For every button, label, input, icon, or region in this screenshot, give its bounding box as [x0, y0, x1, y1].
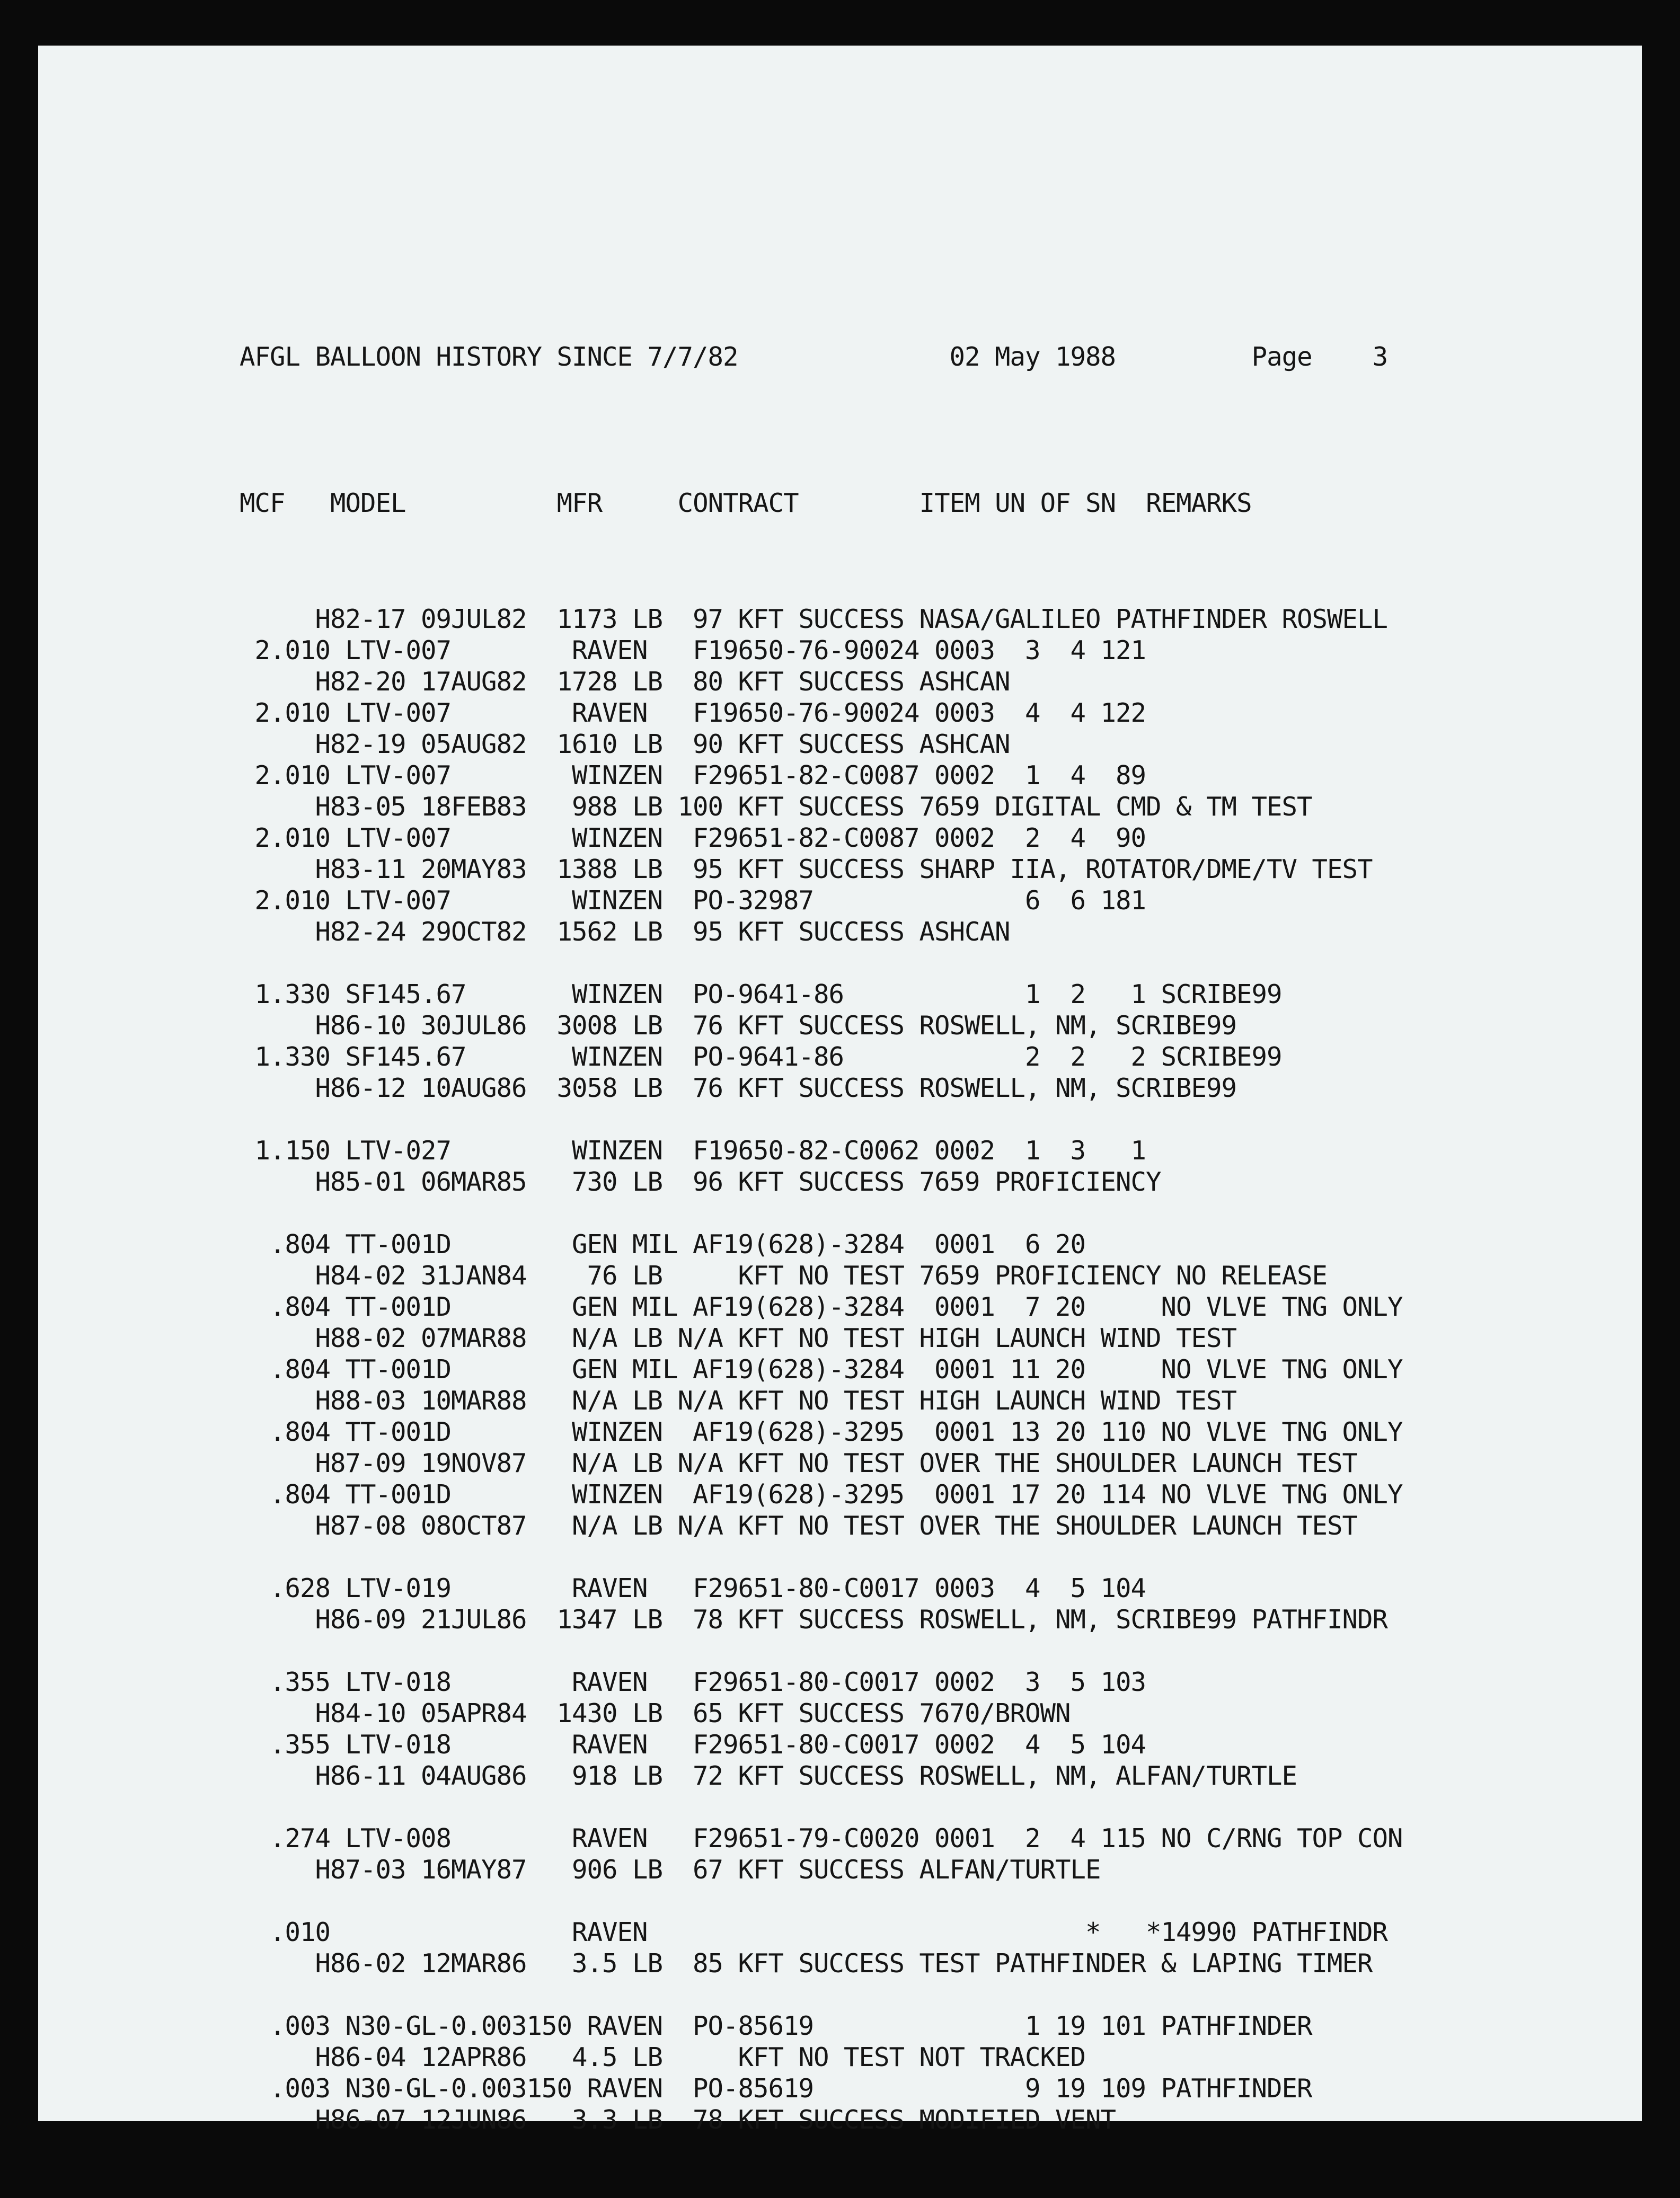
record-balloon-line: 2.010 LTV-007 WINZEN PO-32987 6 6 181: [240, 885, 1146, 916]
report-title: AFGL BALLOON HISTORY SINCE 7/7/82: [240, 342, 738, 372]
record-flight-line: H84-10 05APR84 1430 LB 65 KFT SUCCESS 7670/BROWN: [240, 1698, 1071, 1729]
page-label: Page: [1251, 342, 1312, 372]
record-flight-line: H86-02 12MAR86 3.5 LB 85 KFT SUCCESS TEST PATHFINDER & LAPING TIMER: [240, 1948, 1373, 1979]
record-balloon-line: .355 LTV-018 RAVEN F29651-80-C0017 0002 3 5 103: [240, 1667, 1146, 1697]
record-flight-line: H82-20 17AUG82 1728 LB 80 KFT SUCCESS ASHCAN: [240, 667, 1010, 697]
balloon-record: [240, 885, 1403, 947]
record-flight-line: H87-03 16MAY87 906 LB 67 KFT SUCCESS ALFAN/TURTLE: [240, 1855, 1101, 1885]
record-flight-line: H87-09 19NOV87 N/A LB N/A KFT NO TEST OVER THE SHOULDER LAUNCH TEST: [240, 1448, 1358, 1478]
record-balloon-line: 2.010 LTV-007 RAVEN F19650-76-90024 0003 3 4 121: [240, 635, 1146, 666]
record-balloon-line: .003 N30-GL-0.003150 RAVEN PO-85619 9 19 109 PATHFINDER: [240, 2073, 1312, 2104]
record-flight-line: H84-02 31JAN84 76 LB KFT NO TEST 7659 PROFICIENCY NO RELEASE: [240, 1261, 1328, 1291]
report-body: [240, 279, 1403, 2198]
balloon-record: [240, 1416, 1403, 1479]
record-balloon-line: .804 TT-001D GEN MIL AF19(628)-3284 0001 6 20: [240, 1229, 1086, 1260]
col-model: MODEL: [330, 488, 406, 518]
group-spacer: [240, 1104, 1403, 1135]
balloon-record: [240, 697, 1403, 760]
group-spacer: [240, 1792, 1403, 1823]
record-balloon-line: 2.010 LTV-007 WINZEN F29651-82-C0087 0002 2 4 90: [240, 823, 1146, 853]
balloon-record: [240, 1041, 1403, 1104]
col-contract: CONTRACT: [677, 488, 799, 518]
balloon-record: [240, 1729, 1403, 1792]
group-spacer: [240, 1198, 1403, 1229]
balloon-record: [240, 2073, 1403, 2135]
record-flight-line: H87-08 08OCT87 N/A LB N/A KFT NO TEST OVER THE SHOULDER LAUNCH TEST: [240, 1511, 1358, 1541]
balloon-record: [240, 1823, 1403, 1885]
record-flight-line: H88-03 10MAR88 N/A LB N/A KFT NO TEST HIGH LAUNCH WIND TEST: [240, 1386, 1237, 1416]
balloon-record: [240, 1135, 1403, 1198]
col-mfr: MFR: [556, 488, 603, 518]
records-list: [240, 604, 1403, 2135]
balloon-record: [240, 635, 1403, 697]
record-flight-line: H86-11 04AUG86 918 LB 72 KFT SUCCESS ROSWELL, NM, ALFAN/TURTLE: [240, 1761, 1297, 1791]
col-mcf: MCF: [240, 488, 285, 518]
balloon-record: [240, 604, 1403, 635]
record-balloon-line: .628 LTV-019 RAVEN F29651-80-C0017 0003 4 5 104: [240, 1573, 1146, 1603]
record-flight-line: H83-05 18FEB83 988 LB 100 KFT SUCCESS 7659 DIGITAL CMD & TM TEST: [240, 792, 1312, 822]
record-flight-line: H86-09 21JUL86 1347 LB 78 KFT SUCCESS ROSWELL, NM, SCRIBE99 PATHFINDR: [240, 1605, 1388, 1635]
record-balloon-line: .804 TT-001D GEN MIL AF19(628)-3284 0001 7 20 NO VLVE TNG ONLY: [240, 1292, 1403, 1322]
balloon-record: [240, 1479, 1403, 1541]
group-spacer: [240, 1635, 1403, 1667]
record-balloon-line: .274 LTV-008 RAVEN F29651-79-C0020 0001 2 4 115 NO C/RNG TOP CON: [240, 1823, 1403, 1854]
balloon-record: [240, 2010, 1403, 2073]
record-balloon-line: 2.010 LTV-007 RAVEN F19650-76-90024 0003 4 4 122: [240, 698, 1146, 728]
group-spacer: [240, 1541, 1403, 1573]
balloon-record: [240, 1354, 1403, 1416]
record-balloon-line: 1.330 SF145.67 WINZEN PO-9641-86 1 2 1 SCRIBE99: [240, 979, 1282, 1009]
record-flight-line: H86-12 10AUG86 3058 LB 76 KFT SUCCESS ROSWELL, NM, SCRIBE99: [240, 1073, 1237, 1103]
record-balloon-line: .010 RAVEN * *14990 PATHFINDR: [240, 1917, 1388, 1947]
page-number: 3: [1372, 342, 1388, 372]
document-page: [38, 46, 1642, 2135]
col-item-un-of-sn: ITEM UN OF SN: [919, 488, 1116, 518]
record-balloon-line: 1.150 LTV-027 WINZEN F19650-82-C0062 0002 1 3 1: [240, 1136, 1146, 1166]
balloon-record: [240, 979, 1403, 1041]
report-header: [240, 341, 1403, 373]
balloon-record: [240, 1917, 1403, 1979]
group-spacer: [240, 1979, 1403, 2010]
balloon-record: [240, 1291, 1403, 1354]
col-remarks: REMARKS: [1146, 488, 1252, 518]
record-flight-line: H86-04 12APR86 4.5 LB KFT NO TEST NOT TRACKED: [240, 2042, 1086, 2072]
record-flight-line: H88-02 07MAR88 N/A LB N/A KFT NO TEST HIGH LAUNCH WIND TEST: [240, 1323, 1237, 1353]
balloon-record: [240, 760, 1403, 822]
record-balloon-line: .804 TT-001D WINZEN AF19(628)-3295 0001 13 20 110 NO VLVE TNG ONLY: [240, 1417, 1403, 1447]
record-flight-line: H86-07 12JUN86 3.3 LB 78 KFT SUCCESS MODIFIED VENT: [240, 2105, 1116, 2135]
record-balloon-line: .804 TT-001D GEN MIL AF19(628)-3284 0001 11 20 NO VLVE TNG ONLY: [240, 1354, 1403, 1385]
record-balloon-line: .804 TT-001D WINZEN AF19(628)-3295 0001 17 20 114 NO VLVE TNG ONLY: [240, 1479, 1403, 1510]
record-balloon-line: .003 N30-GL-0.003150 RAVEN PO-85619 1 19 101 PATHFINDER: [240, 2011, 1312, 2041]
record-balloon-line: .355 LTV-018 RAVEN F29651-80-C0017 0002 4 5 104: [240, 1730, 1146, 1760]
record-flight-line: H82-24 29OCT82 1562 LB 95 KFT SUCCESS ASHCAN: [240, 917, 1010, 947]
record-flight-line: H82-19 05AUG82 1610 LB 90 KFT SUCCESS ASHCAN: [240, 729, 1010, 759]
record-flight-line: H85-01 06MAR85 730 LB 96 KFT SUCCESS 7659 PROFICIENCY: [240, 1167, 1161, 1197]
balloon-record: [240, 1229, 1403, 1291]
balloon-record: [240, 1573, 1403, 1635]
report-date: 02 May 1988: [949, 342, 1116, 372]
column-headers: [240, 488, 1403, 519]
balloon-record: [240, 1667, 1403, 1729]
record-flight-line: H82-17 09JUL82 1173 LB 97 KFT SUCCESS NASA/GALILEO PATHFINDER ROSWELL: [240, 604, 1388, 634]
group-spacer: [240, 947, 1403, 979]
record-balloon-line: 2.010 LTV-007 WINZEN F29651-82-C0087 0002 1 4 89: [240, 760, 1146, 791]
group-spacer: [240, 1885, 1403, 1917]
record-flight-line: H86-10 30JUL86 3008 LB 76 KFT SUCCESS ROSWELL, NM, SCRIBE99: [240, 1011, 1237, 1041]
balloon-record: [240, 822, 1403, 885]
record-balloon-line: 1.330 SF145.67 WINZEN PO-9641-86 2 2 2 SCRIBE99: [240, 1042, 1282, 1072]
record-flight-line: H83-11 20MAY83 1388 LB 95 KFT SUCCESS SHARP IIA, ROTATOR/DME/TV TEST: [240, 854, 1373, 884]
